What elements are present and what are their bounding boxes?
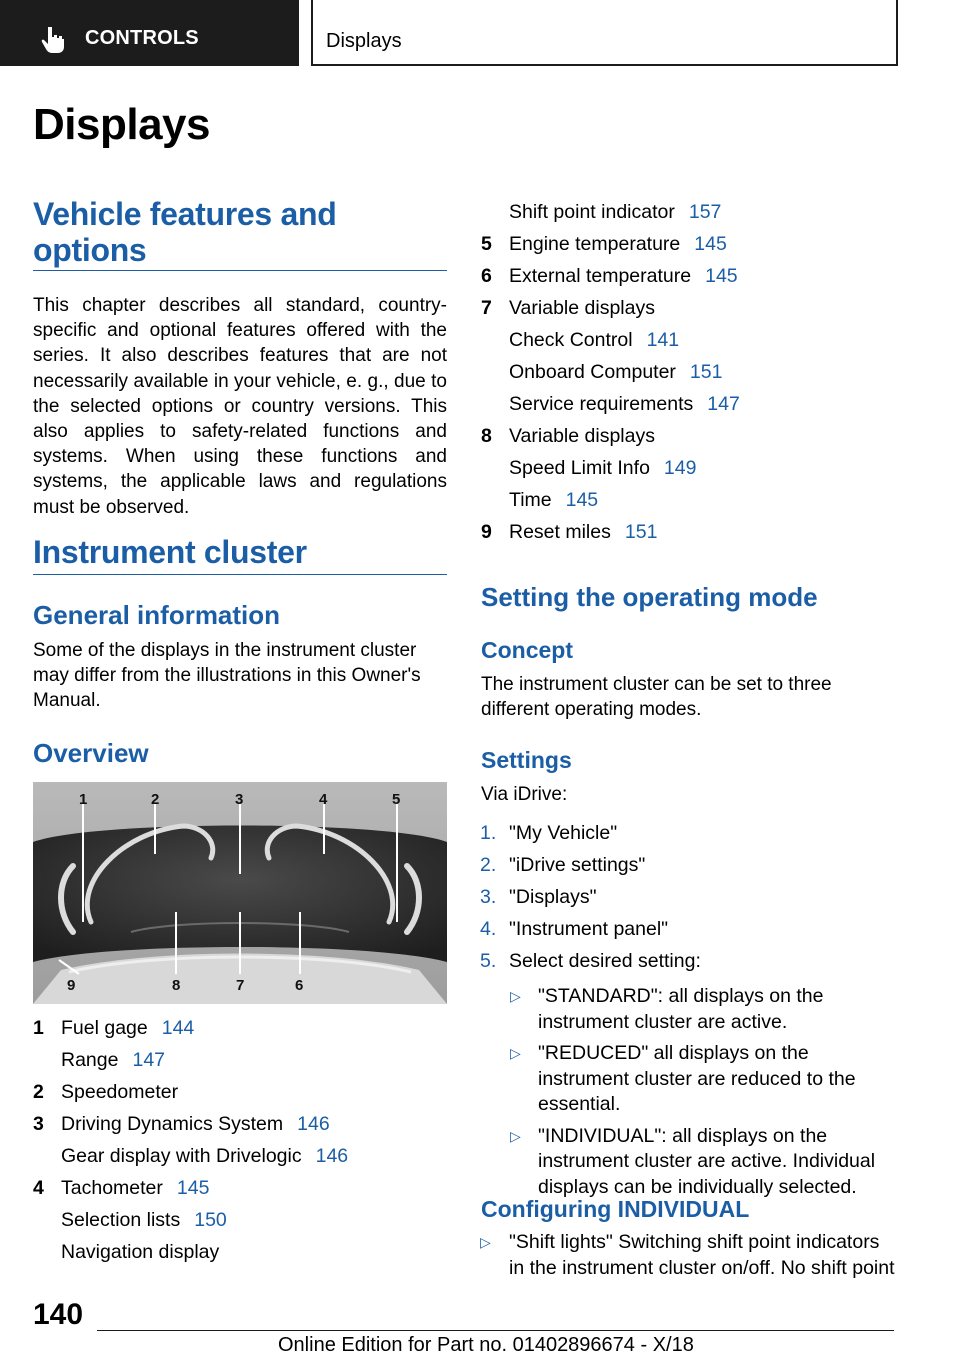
page-number: 140 — [33, 1298, 84, 1331]
page-ref-link[interactable]: 144 — [161, 1017, 195, 1039]
callout-7: 7 — [236, 977, 245, 994]
callout-2: 2 — [151, 791, 160, 808]
list-item: 3 Driving Dynamics System 146 — [33, 1113, 330, 1135]
page-ref-link[interactable]: 145 — [705, 265, 738, 287]
configuring-individual-heading: Configuring INDIVIDUAL — [481, 1196, 750, 1222]
legend-list-right — [481, 196, 895, 548]
concept-text: The instrument cluster can be set to three different operating modes. — [481, 674, 832, 721]
legend-list-left — [33, 1012, 447, 1268]
concept-heading: Concept — [481, 637, 573, 663]
page-title: Displays — [33, 100, 210, 149]
page-ref-link[interactable]: 157 — [688, 201, 722, 223]
list-item: Speed Limit Info 149 — [509, 457, 697, 479]
list-item: Service requirements 147 — [509, 393, 740, 415]
triangle-bullet-icon: ▷ — [510, 1045, 521, 1061]
list-item: 2 Speedometer — [33, 1081, 179, 1103]
callout-4: 4 — [319, 791, 328, 808]
section-label: CONTROLS — [85, 27, 199, 49]
page-ref-link[interactable]: 141 — [646, 329, 680, 351]
page-ref-link[interactable]: 146 — [315, 1145, 349, 1167]
overview-heading: Overview — [33, 738, 149, 768]
list-item: 4 Tachometer 145 — [33, 1177, 210, 1199]
triangle-bullet-icon: ▷ — [480, 1234, 491, 1250]
list-item: Range 147 — [61, 1049, 166, 1071]
callout-8: 8 — [172, 977, 181, 994]
triangle-bullet-icon: ▷ — [510, 1127, 521, 1144]
edition-text: Online Edition for Part no. 01402896674 - X/18 — [278, 1334, 694, 1356]
page-ref-link[interactable]: 147 — [707, 393, 740, 415]
page-ref-link[interactable]: 150 — [194, 1209, 227, 1231]
page-ref-link[interactable]: 147 — [132, 1049, 166, 1071]
page-ref-link[interactable]: 151 — [624, 521, 658, 543]
vehicle-features-heading: Vehicle features and options — [33, 196, 337, 268]
list-item: 4. "Instrument panel" — [480, 918, 669, 940]
chapter-label: Displays — [326, 30, 402, 52]
page-ref-link[interactable]: 146 — [297, 1113, 330, 1135]
settings-heading: Settings — [481, 747, 572, 773]
general-info-heading: General information — [33, 600, 281, 630]
list-item: 3. "Displays" — [480, 886, 597, 908]
settings-steps — [480, 818, 900, 1206]
page-ref-link[interactable]: 145 — [565, 489, 599, 511]
footer-rule — [97, 1330, 894, 1331]
callout-5: 5 — [392, 791, 401, 808]
page-ref-link[interactable]: 149 — [663, 457, 697, 479]
list-item: 5. Select desired setting: — [480, 950, 701, 972]
list-item: 8 Variable displays — [481, 425, 655, 447]
operating-mode-heading: Setting the operating mode — [481, 582, 818, 612]
list-item: 1. "My Vehicle" — [480, 822, 618, 844]
instrument-cluster-heading: Instrument cluster — [33, 534, 307, 570]
triangle-bullet-icon: ▷ — [510, 988, 521, 1004]
page-ref-link[interactable]: 151 — [689, 361, 723, 383]
section-tab[interactable] — [0, 0, 299, 66]
list-item: 1 Fuel gage 144 — [33, 1017, 195, 1039]
list-item: 7 Variable displays — [481, 297, 655, 319]
list-item: 2. "iDrive settings" — [480, 854, 646, 876]
general-info-text: Some of the displays in the instrument cluster may differ from the illustrations in this Owner's Manual. — [33, 640, 421, 712]
vehicle-features-text: This chapter describes all standard, country-specific and optional features offered with the series. It also describes features that are not necessarily available in your vehicle, e. g., due to the selected options or country versions. This also applies to safety-related functions and systems. When using these functions and systems, the applicable laws and regulations must be observed. — [33, 295, 447, 518]
page-ref-link[interactable]: 145 — [176, 1177, 210, 1199]
list-item: Onboard Computer 151 — [509, 361, 723, 383]
page-ref-link[interactable]: 145 — [694, 233, 727, 255]
instrument-cluster-figure — [33, 782, 447, 1004]
option-standard: ▷ "STANDARD": all displays on the instrument cluster are active. — [510, 985, 824, 1033]
list-item: Check Control 141 — [509, 329, 680, 351]
shift-lights-item: ▷ "Shift lights" Switching shift point indicators in the instrument cluster on/off. No shift point — [480, 1231, 895, 1279]
option-individual: ▷ "INDIVIDUAL": all displays on the instrument cluster are active. Individual displays can be individually selected. — [510, 1124, 876, 1198]
hand-pointer-icon — [38, 24, 70, 56]
chapter-tab — [311, 0, 898, 66]
callout-6: 6 — [295, 977, 304, 994]
heading-rule — [33, 270, 447, 271]
via-idrive-text: Via iDrive: — [481, 784, 568, 805]
list-item: Gear display with Drivelogic 146 — [61, 1145, 349, 1167]
list-item: Navigation display — [61, 1241, 220, 1263]
list-item: 6 External temperature 145 — [481, 265, 738, 287]
list-item: 5 Engine temperature 145 — [481, 233, 727, 255]
list-item: Time 145 — [509, 489, 599, 511]
list-item: 9 Reset miles 151 — [481, 521, 658, 543]
callout-9: 9 — [67, 977, 76, 994]
heading-rule — [33, 574, 447, 575]
callout-1: 1 — [79, 791, 88, 808]
list-item: Shift point indicator 157 — [509, 201, 722, 223]
callout-3: 3 — [235, 791, 244, 808]
list-item: Selection lists 150 — [61, 1209, 227, 1231]
option-reduced: ▷ "REDUCED" all displays on the instrument cluster are reduced to the essential. — [510, 1042, 856, 1115]
